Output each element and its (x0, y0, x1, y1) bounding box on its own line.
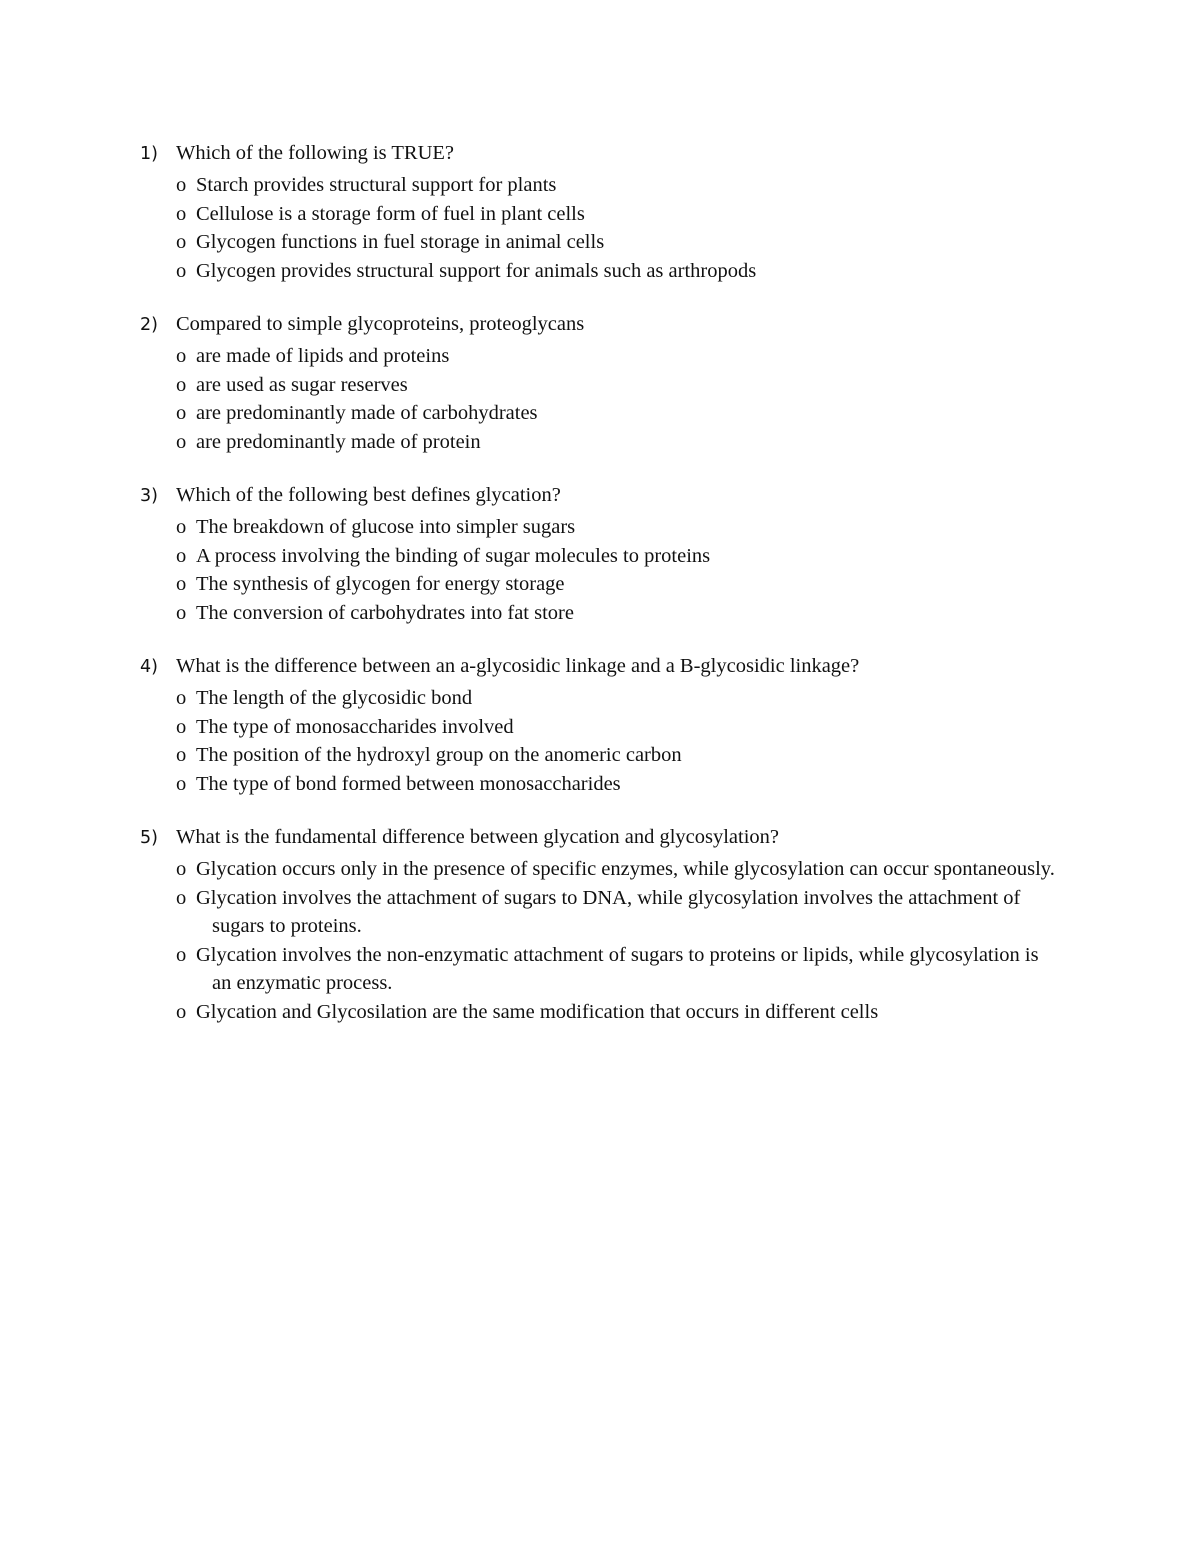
bullet-icon: o (176, 687, 187, 709)
bullet-icon: o (176, 231, 187, 253)
answer-option (176, 513, 1060, 542)
option-text: Glycogen provides structural support for animals such as arthropods (196, 259, 757, 282)
option-text: are predominantly made of carbohydrates (196, 402, 538, 424)
answer-option (176, 599, 1060, 628)
option-text: The type of bond formed between monosaccharides (196, 772, 621, 795)
bullet-icon: o (176, 858, 187, 880)
bullet-icon: o (176, 430, 187, 453)
bullet-icon: o (176, 402, 187, 424)
answer-option (176, 855, 1060, 884)
answer-option (176, 884, 1060, 941)
question-number: 4) (140, 657, 158, 677)
answer-option (176, 770, 1060, 799)
option-text: The type of monosaccharides involved (196, 715, 514, 738)
answer-option (176, 570, 1060, 599)
question-2 (140, 313, 1060, 456)
question-4 (140, 655, 1060, 798)
option-text: The conversion of carbohydrates into fat store (196, 601, 574, 624)
question-text: Which of the following best defines glycation? (176, 484, 561, 506)
answer-option (176, 371, 1060, 400)
option-text: A process involving the binding of sugar molecules to proteins (196, 544, 711, 567)
question-number: 5) (140, 828, 158, 848)
question-line (140, 484, 1060, 513)
question-line (140, 142, 1060, 171)
bullet-icon: o (176, 174, 187, 196)
bullet-icon: o (176, 601, 187, 624)
question-number: 1) (140, 144, 158, 164)
question-line (140, 826, 1060, 855)
answer-option (176, 741, 1060, 770)
answer-options (140, 342, 1060, 456)
bullet-icon: o (176, 772, 187, 795)
option-text: The position of the hydroxyl group on the anomeric carbon (196, 744, 682, 766)
answer-option (176, 228, 1060, 257)
question-text: Which of the following is TRUE? (176, 142, 455, 164)
bullet-icon: o (176, 744, 187, 766)
question-3 (140, 484, 1060, 627)
question-line (140, 313, 1060, 342)
bullet-icon: o (176, 715, 187, 738)
bullet-icon: o (176, 345, 187, 367)
question-5 (140, 826, 1060, 1026)
bullet-icon: o (176, 202, 187, 225)
bullet-icon: o (176, 886, 187, 909)
answer-options (140, 513, 1060, 627)
option-text: Glycogen functions in fuel storage in animal cells (196, 231, 605, 253)
answer-option (176, 257, 1060, 286)
option-text: Glycation involves the attachment of sugars to DNA, while glycosylation involves the attachment of sugars to proteins. (196, 886, 1021, 937)
answer-options (140, 684, 1060, 798)
bullet-icon: o (176, 544, 187, 567)
bullet-icon: o (176, 573, 187, 595)
answer-option (176, 428, 1060, 457)
answer-options (140, 171, 1060, 285)
answer-options (140, 855, 1060, 1026)
answer-option (176, 171, 1060, 200)
option-text: are made of lipids and proteins (196, 345, 450, 367)
question-text: What is the difference between an a-glycosidic linkage and a B-glycosidic linkage? (176, 655, 860, 677)
question-text: What is the fundamental difference between glycation and glycosylation? (176, 826, 780, 848)
option-text: The breakdown of glucose into simpler sugars (196, 516, 576, 538)
option-text: The length of the glycosidic bond (196, 687, 473, 709)
answer-option (176, 200, 1060, 229)
answer-option (176, 399, 1060, 428)
option-text: Cellulose is a storage form of fuel in plant cells (196, 202, 585, 225)
answer-option (176, 941, 1060, 998)
option-text: are used as sugar reserves (196, 373, 408, 396)
option-text: The synthesis of glycogen for energy storage (196, 573, 565, 595)
answer-option (176, 684, 1060, 713)
bullet-icon: o (176, 373, 187, 396)
option-text: Glycation occurs only in the presence of specific enzymes, while glycosylation can occur spontaneously. (196, 858, 1055, 880)
answer-option (176, 542, 1060, 571)
quiz-questions (140, 142, 1060, 1026)
option-text: Starch provides structural support for plants (196, 174, 557, 196)
option-text: are predominantly made of protein (196, 430, 481, 453)
bullet-icon: o (176, 943, 187, 966)
option-text: Glycation and Glycosilation are the same modification that occurs in different cells (196, 1000, 879, 1023)
question-number: 3) (140, 486, 158, 506)
option-text: Glycation involves the non-enzymatic attachment of sugars to proteins or lipids, while glycosylation is an enzymatic process. (196, 943, 1039, 994)
answer-option (176, 998, 1060, 1027)
question-line (140, 655, 1060, 684)
bullet-icon: o (176, 1000, 187, 1023)
question-number: 2) (140, 315, 158, 335)
answer-option (176, 713, 1060, 742)
bullet-icon: o (176, 259, 187, 282)
question-text: Compared to simple glycoproteins, proteoglycans (176, 313, 585, 335)
question-1 (140, 142, 1060, 285)
answer-option (176, 342, 1060, 371)
bullet-icon: o (176, 516, 187, 538)
